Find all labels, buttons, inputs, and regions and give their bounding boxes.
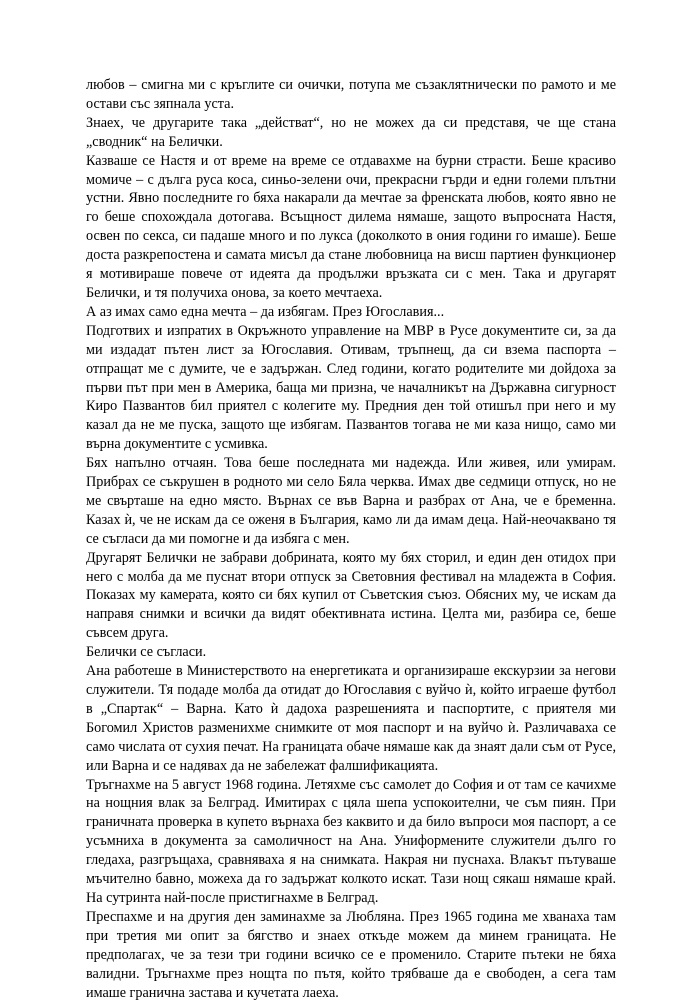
paragraph: Бях напълно отчаян. Това беше последната ми надежда. Или живея, или умирам. Прибрах се съкрушен в родното ми село Бяла черква. Имах две седмици отпуск, но не ме свърташе на едно място. Върнах се във Варна и разбрах от Ана, че е бременна. Казах ѝ, че не искам да се оженя в България, камо ли да имам деца. Най-неочаквано тя се съгласи да ми помогне и да избяга с мен.: [86, 455, 616, 547]
paragraph: Казваше се Настя и от време на време се отдавахме на бурни страсти. Беше красиво момиче – с дълга руса коса, синьо-зелени очи, прекрасни гърди и едни големи плътни устни. Явно последните го бяха накарали да мечтае за френската любов, която явно не го беше спохождала дотогава. Всъщност дилема нямаше, защото въпросната Настя, освен по секса, си падаше много и по лукса (доколкото в ония години го имаше). Беше доста разкрепостена и самата мисъл да стане любовница на висш партиен функционер я мотивираше повече от идеята да продължи връзката си с мен. Така и другарят Белички, и тя получиха онова, за което мечтаеха.: [86, 152, 616, 301]
paragraph: любов – смигна ми с кръглите си очички, потупа ме съзаклятнически по рамото и ме остави със зяпнала уста.: [86, 77, 616, 112]
paragraph: Ана работеше в Министерството на енергетиката и организираше екскурзии за негови служители. Тя подаде молба да отидат до Югославия с вуйчо ѝ, който играеше футбол в „Спартак“ – Варна. Като ѝ дадоха разрешенията и паспортите, с приятеля ми Богомил Христов разменихме снимките от моя паспорт и на вуйчо ѝ. Различаваха се само числата от сухия печат. На границата обаче нямаше как да знаят дали съм от Русе, или Варна и се надявах да не забележат фалшификацията.: [86, 663, 616, 774]
paragraph: Знаех, че другарите така „действат“, но не можех да си представя, че ще стана „сводник“ на Белички.: [86, 114, 616, 150]
paragraph: Подготвих и изпратих в Окръжното управление на МВР в Русе документите си, за да ми издадат пътен лист за Югославия. Отивам, тръпнещ, да си взема паспорта – отпращат ме с думите, че е задържан. След години, когато родителите ми дойдоха за първи път при мен в Америка, баща ми призна, че началникът на Държавна сигурност Киро Пазвантов бил приятел с колегите му. Предния ден той отишъл при него и му казал да не ме пуска, защото ще избягам. Пазвантов тогава не ми каза нищо, само ми върна документите с усмивка.: [86, 322, 616, 453]
paragraph: Другарят Белички не забрави добрината, която му бях сторил, и един ден отидох при него с молба да ме пуснат втори отпуск за Световния фестивал на младежта в София. Показах му камерата, която си бях купил от Съветския съюз. Обясних му, че искам да направя снимки и всички да видят обективната истина. Целта ми, разбира се, беше съвсем друга.: [86, 549, 616, 642]
paragraph: А аз имах само една мечта – да избягам. През Югославия...: [86, 303, 445, 320]
paragraph: Тръгнахме на 5 август 1968 година. Летяхме със самолет до София и от там се качихме на нощния влак за Белград. Имитирах с цяла шепа успокоителни, че съм пиян. При граничната проверка в купето върнаха без каквито и да било въпроси моя паспорт, а се усъмниха в документа за самоличност на Ана. Униформените служители дълго го гледаха, разгръщаха, сравняваха я на снимката. Накрая ни пуснаха. Влакът пътуваше мъчително бавно, можеха да го задържат колкото искат. Тази нощ сякаш нямаше край. На сутринта най-после пристигнахме в Белград.: [86, 776, 616, 906]
paragraph: Преспахме и на другия ден заминахме за Любляна. През 1965 година ме хванаха там при третия ми опит за бягство и знаех откъде можем да минем границата. Не предполагах, че за тези три години всичко се е променило. Старите пътеки не бяха валидни. Тръгнахме през нощта по пътя, който трябваше да е свободен, а сега там имаше гранична застава и кучетата лаеха.: [86, 908, 616, 1001]
paragraph: Белички се съгласи.: [86, 644, 207, 661]
